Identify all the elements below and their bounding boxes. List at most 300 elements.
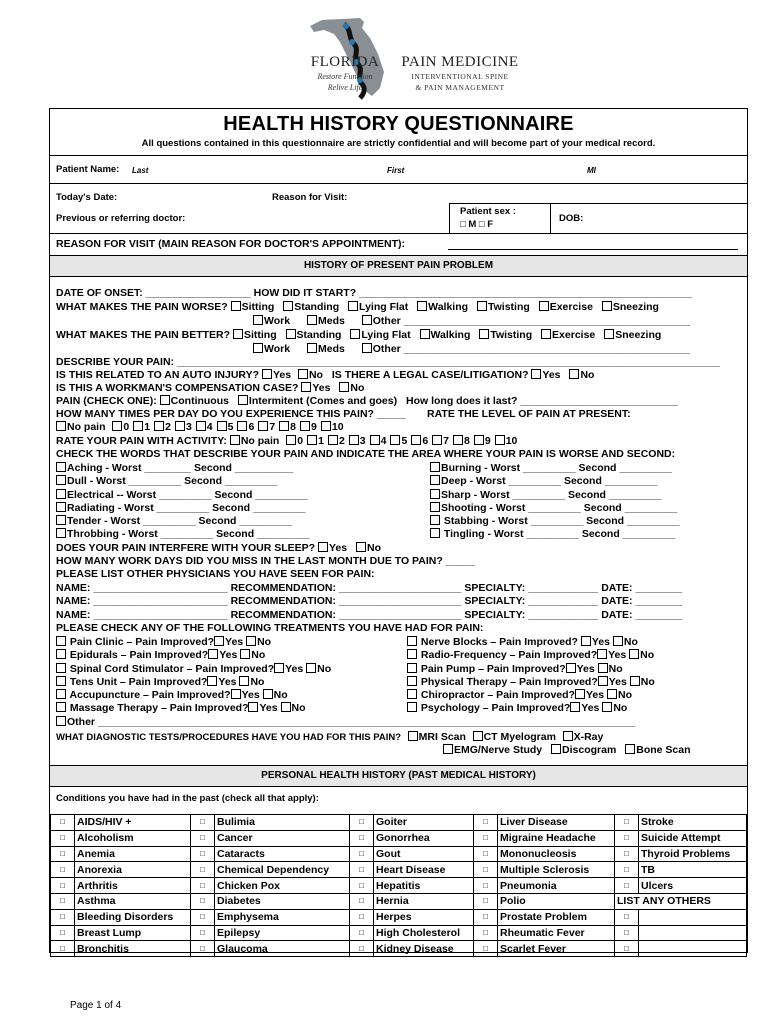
checkbox[interactable]: [231, 689, 241, 699]
checkbox[interactable]: [56, 649, 66, 659]
checkbox[interactable]: [56, 676, 66, 686]
checkbox[interactable]: [307, 343, 317, 353]
page-subtitle: All questions contained in this questionnaire are strictly confidential and will become part of your medical record.: [141, 138, 656, 149]
opt-yes: Yes: [272, 369, 292, 381]
patient-first-field[interactable]: First: [387, 166, 405, 175]
scale-number: 7: [443, 435, 450, 447]
checkbox[interactable]: [479, 329, 489, 339]
checkbox[interactable]: [237, 421, 247, 431]
condition-checkbox[interactable]: □: [474, 893, 498, 909]
opt-no: No: [291, 702, 306, 715]
checkbox[interactable]: [570, 702, 580, 712]
opt-sitting: Sitting: [241, 301, 275, 313]
treatment-psychology: Psychology – Pain Improved?: [420, 702, 571, 715]
condition-checkbox[interactable]: □: [350, 815, 374, 831]
checkbox[interactable]: [233, 329, 243, 339]
checkbox[interactable]: [539, 301, 549, 311]
how-long-field[interactable]: How long does it last? ___________________________: [406, 395, 679, 407]
physician-rec-field[interactable]: RECOMMENDATION: _____________________: [230, 608, 462, 621]
main-reason-label: REASON FOR VISIT (MAIN REASON FOR DOCTOR'S APPOINTMENT):: [56, 238, 406, 250]
opt-no: No: [273, 689, 288, 702]
checkbox[interactable]: [563, 731, 573, 741]
condition-checkbox[interactable]: □: [51, 815, 75, 831]
opt-yes: Yes: [581, 702, 600, 715]
auto-label: IS THIS RELATED TO AN AUTO INJURY?: [56, 369, 260, 381]
descriptors-right: [430, 462, 680, 542]
checkbox[interactable]: [349, 435, 359, 445]
checkbox[interactable]: [133, 421, 143, 431]
scale-number: 7: [269, 421, 276, 433]
opt-lying: Lying Flat: [359, 301, 409, 313]
physician-spec-field[interactable]: SPECIALTY: ____________: [464, 595, 599, 608]
condition-row: [51, 830, 747, 846]
list-others-label: LIST ANY OTHERS: [615, 893, 747, 909]
condition-row: [51, 893, 747, 909]
condition-checkbox[interactable]: □: [615, 925, 639, 941]
todays-date-label[interactable]: Today's Date:: [56, 192, 118, 203]
checkbox[interactable]: [350, 329, 360, 339]
scale-number: 2: [338, 435, 345, 447]
physician-name-field[interactable]: NAME: _______________________: [56, 595, 228, 608]
checkbox[interactable]: [207, 676, 217, 686]
condition-label: Thyroid Problems: [639, 846, 747, 862]
condition-checkbox[interactable]: □: [51, 909, 75, 925]
opt-twisting: Twisting: [490, 329, 533, 341]
opt-walking: Walking: [428, 301, 469, 313]
descriptor-electrical: Electrical -- Worst _________ Second _________: [67, 488, 308, 501]
checkbox[interactable]: [430, 475, 440, 485]
checkbox[interactable]: [56, 663, 66, 673]
condition-checkbox[interactable]: □: [51, 878, 75, 894]
condition-checkbox[interactable]: □: [51, 846, 75, 862]
checkbox[interactable]: [300, 421, 310, 431]
opt-exercise: Exercise: [552, 329, 596, 341]
opt-standing: Standing: [296, 329, 342, 341]
logo-brand-right: PAIN MEDICINE: [401, 54, 519, 70]
condition-label: High Cholesterol: [374, 925, 474, 941]
condition-checkbox[interactable]: □: [474, 909, 498, 925]
condition-checkbox[interactable]: □: [615, 815, 639, 831]
checkbox[interactable]: [602, 702, 612, 712]
opt-other: Other _________________________________________________: [372, 315, 690, 327]
descriptor-aching: Aching - Worst ________ Second __________: [67, 462, 294, 474]
condition-checkbox[interactable]: □: [51, 893, 75, 909]
condition-label: TB: [639, 862, 747, 878]
condition-label: Heart Disease: [374, 862, 474, 878]
workman-row: [56, 382, 364, 395]
times-field[interactable]: HOW MANY TIMES PER DAY DO YOU EXPERIENCE THIS PAIN? _____: [56, 408, 407, 420]
checkbox[interactable]: [56, 462, 66, 472]
condition-label: AIDS/HIV +: [75, 815, 191, 831]
checkbox[interactable]: [56, 502, 66, 512]
condition-checkbox[interactable]: □: [191, 893, 215, 909]
opt-ct: CT Myelogram: [483, 731, 556, 743]
condition-label: Goiter: [374, 815, 474, 831]
checkbox[interactable]: [541, 329, 551, 339]
workdays-field[interactable]: HOW MANY WORK DAYS DID YOU MISS IN THE LAST MONTH DUE TO PAIN? _____: [56, 555, 475, 567]
checkbox[interactable]: [602, 301, 612, 311]
opt-no: No: [608, 662, 623, 675]
checkbox[interactable]: [214, 636, 224, 646]
condition-checkbox[interactable]: □: [191, 815, 215, 831]
sleep-row: [56, 542, 381, 555]
rate-present-label: RATE THE LEVEL OF PAIN AT PRESENT:: [427, 408, 631, 420]
condition-row: [51, 941, 747, 957]
condition-checkbox[interactable]: □: [191, 862, 215, 878]
checkbox[interactable]: [474, 435, 484, 445]
checkbox[interactable]: [630, 676, 640, 686]
condition-checkbox[interactable]: □: [191, 846, 215, 862]
condition-checkbox[interactable]: □: [615, 830, 639, 846]
condition-label: Suicide Attempt: [639, 830, 747, 846]
opt-yes: Yes: [608, 649, 627, 662]
divider: [50, 786, 747, 787]
checkbox[interactable]: [253, 315, 263, 325]
checkbox[interactable]: [531, 369, 541, 379]
condition-label: Bulimia: [215, 815, 350, 831]
checkbox[interactable]: [263, 689, 273, 699]
physicians-label: PLEASE LIST OTHER PHYSICIANS YOU HAVE SEEN FOR PAIN:: [56, 568, 375, 580]
worse-row: [56, 301, 659, 314]
checkbox[interactable]: [253, 343, 263, 353]
condition-checkbox[interactable]: □: [350, 925, 374, 941]
treatment-pain-clinic: Pain Clinic – Pain Improved?: [69, 636, 215, 648]
checkbox[interactable]: [551, 744, 561, 754]
condition-checkbox[interactable]: □: [474, 862, 498, 878]
checkbox[interactable]: [306, 663, 316, 673]
condition-checkbox[interactable]: □: [615, 846, 639, 862]
checkbox[interactable]: [56, 515, 66, 525]
scale-number: 4: [206, 421, 213, 433]
condition-row: [51, 925, 747, 941]
checkbox[interactable]: [240, 649, 250, 659]
logo-tagline-1: Restore Function: [317, 72, 373, 81]
physician-rec-field[interactable]: RECOMMENDATION: _____________________: [230, 595, 462, 608]
checkbox[interactable]: [407, 663, 417, 673]
condition-label: Alcoholism: [75, 830, 191, 846]
condition-checkbox[interactable]: □: [350, 862, 374, 878]
opt-yes: Yes: [241, 689, 260, 702]
condition-checkbox[interactable]: □: [191, 830, 215, 846]
scale-number: 9: [484, 435, 491, 447]
main-reason-line[interactable]: [448, 249, 738, 250]
condition-checkbox[interactable]: □: [350, 878, 374, 894]
checkbox[interactable]: [362, 315, 372, 325]
logo-sub-1: INTERVENTIONAL SPINE: [411, 72, 509, 81]
opt-yes: Yes: [591, 636, 610, 648]
condition-label: Anorexia: [75, 862, 191, 878]
treatment-pain-pump: Pain Pump – Pain Improved?: [420, 662, 566, 675]
checkbox[interactable]: [286, 435, 296, 445]
checkbox[interactable]: [246, 636, 256, 646]
checkbox[interactable]: [430, 462, 440, 472]
reason-visit-label[interactable]: Reason for Visit:: [272, 192, 348, 203]
checkbox[interactable]: [274, 663, 284, 673]
checkbox[interactable]: [430, 515, 440, 525]
condition-checkbox[interactable]: □: [191, 878, 215, 894]
condition-label: Pneumonia: [498, 878, 615, 894]
better-label: WHAT MAKES THE PAIN BETTER?: [56, 329, 231, 341]
checkbox[interactable]: [208, 649, 218, 659]
physician-spec-field[interactable]: SPECIALTY: ____________: [464, 608, 599, 621]
checkbox[interactable]: [258, 421, 268, 431]
checkbox[interactable]: [279, 421, 289, 431]
treatment-chiropractor: Chiropractor – Pain Improved?: [420, 689, 575, 702]
checkbox[interactable]: [301, 382, 311, 392]
checkbox[interactable]: [286, 329, 296, 339]
condition-row: [51, 846, 747, 862]
checkbox[interactable]: [362, 343, 372, 353]
checkbox[interactable]: [598, 663, 608, 673]
dob-label[interactable]: DOB:: [559, 213, 584, 224]
checkbox[interactable]: [283, 301, 293, 311]
condition-checkbox[interactable]: □: [350, 909, 374, 925]
descriptor-sharp: Sharp - Worst _________ Second _________: [441, 488, 662, 501]
condition-label: Liver Disease: [498, 815, 615, 831]
condition-checkbox[interactable]: □: [51, 830, 75, 846]
treatment-other-field[interactable]: Other ____________________________________________________________________________________________: [67, 715, 636, 728]
checkbox[interactable]: [420, 329, 430, 339]
treatment-spinal-cord: Spinal Cord Stimulator – Pain Improved?: [69, 662, 275, 675]
condition-checkbox[interactable]: □: [615, 941, 639, 957]
descriptor-deep: Deep - Worst _________ Second _________: [441, 475, 658, 488]
condition-label: Mononucleosis: [498, 846, 615, 862]
condition-checkbox[interactable]: □: [615, 878, 639, 894]
better-row: [56, 329, 661, 342]
checkbox[interactable]: [175, 421, 185, 431]
treatment-epidurals: Epidurals – Pain Improved?: [69, 649, 209, 662]
checkbox[interactable]: [160, 395, 170, 405]
legal-label: IS THERE A LEGAL CASE/LITIGATION?: [331, 369, 529, 381]
scale-number: 10: [505, 435, 518, 447]
checkbox[interactable]: [598, 676, 608, 686]
checkbox[interactable]: [307, 435, 317, 445]
checkbox[interactable]: [430, 502, 440, 512]
opt-bone-scan: Bone Scan: [636, 744, 691, 756]
referring-doctor-label[interactable]: Previous or referring doctor:: [56, 213, 186, 224]
checkbox[interactable]: [112, 421, 122, 431]
rate-present-scale: [56, 421, 344, 434]
condition-checkbox[interactable]: □: [474, 941, 498, 957]
opt-sneezing: Sneezing: [615, 329, 662, 341]
physician-spec-field[interactable]: SPECIALTY: ____________: [464, 582, 599, 594]
condition-label: Arthritis: [75, 878, 191, 894]
condition-label: [639, 925, 747, 941]
scale-number: 8: [290, 421, 297, 433]
checkbox[interactable]: [356, 542, 366, 552]
checkbox[interactable]: [604, 329, 614, 339]
conditions-table: [50, 814, 747, 957]
diag-label: WHAT DIAGNOSTIC TESTS/PROCEDURES HAVE YOU HAD FOR THIS PAIN?: [56, 732, 402, 743]
checkbox[interactable]: [56, 528, 66, 538]
condition-checkbox[interactable]: □: [474, 830, 498, 846]
checkbox[interactable]: [298, 369, 308, 379]
page-number: Page 1 of 4: [70, 1000, 122, 1011]
divider: [50, 155, 747, 156]
checkbox[interactable]: [328, 435, 338, 445]
checkbox[interactable]: [154, 421, 164, 431]
condition-checkbox[interactable]: □: [51, 941, 75, 957]
opt-emg: EMG/Nerve Study: [454, 744, 543, 756]
physician-date-field[interactable]: DATE: ________: [601, 582, 683, 594]
physician-date-field[interactable]: DATE: ________: [601, 608, 683, 621]
treatments-right: [407, 636, 655, 716]
checkbox[interactable]: [613, 636, 623, 646]
patient-mi-field[interactable]: MI: [587, 166, 596, 175]
condition-label: Asthma: [75, 893, 191, 909]
condition-checkbox[interactable]: □: [474, 925, 498, 941]
checkbox[interactable]: [231, 301, 241, 311]
condition-checkbox[interactable]: □: [350, 893, 374, 909]
condition-checkbox[interactable]: □: [615, 862, 639, 878]
treatments-label: PLEASE CHECK ANY OF THE FOLLOWING TREATMENTS YOU HAVE HAD FOR PAIN:: [56, 622, 484, 634]
checkbox[interactable]: [575, 689, 585, 699]
checkbox[interactable]: [407, 649, 417, 659]
checkbox[interactable]: [56, 489, 66, 499]
checkbox[interactable]: [196, 421, 206, 431]
checkbox[interactable]: [262, 369, 272, 379]
checkbox[interactable]: [430, 528, 440, 538]
describe-line[interactable]: DESCRIBE YOUR PAIN: _____________________________________________________________________________________________: [56, 356, 721, 368]
scale-number: 5: [227, 421, 234, 433]
worse-label: WHAT MAKES THE PAIN WORSE?: [56, 301, 228, 313]
patient-last-field[interactable]: Last: [132, 166, 149, 175]
checkbox[interactable]: [281, 702, 291, 712]
condition-label: [639, 909, 747, 925]
condition-checkbox[interactable]: □: [350, 846, 374, 862]
checkbox[interactable]: [307, 315, 317, 325]
checkbox[interactable]: [56, 421, 66, 431]
checkbox[interactable]: [230, 435, 240, 445]
condition-label: Multiple Sclerosis: [498, 862, 615, 878]
opt-yes: Yes: [219, 649, 238, 662]
scale-number: 10: [331, 421, 344, 433]
condition-label: Hernia: [374, 893, 474, 909]
scale-number: 6: [248, 421, 255, 433]
opt-lying: Lying Flat: [361, 329, 411, 341]
physician-name-field[interactable]: NAME: _______________________: [56, 582, 228, 594]
opt-work: Work: [264, 343, 291, 355]
checkbox[interactable]: [473, 731, 483, 741]
checkbox[interactable]: [239, 676, 249, 686]
checkbox[interactable]: [417, 301, 427, 311]
checkbox[interactable]: [443, 744, 453, 754]
condition-label: Bronchitis: [75, 941, 191, 957]
descriptor-stabbing: Stabbing - Worst _________ Second _________: [441, 515, 680, 528]
condition-checkbox[interactable]: □: [474, 846, 498, 862]
checkbox[interactable]: [390, 435, 400, 445]
checkbox[interactable]: [407, 636, 417, 646]
checkbox[interactable]: [430, 489, 440, 499]
condition-label: Emphysema: [215, 909, 350, 925]
checkbox[interactable]: [453, 435, 463, 445]
opt-yes: Yes: [259, 702, 278, 715]
checkbox[interactable]: [569, 369, 579, 379]
opt-no: No: [613, 702, 628, 715]
condition-label: [639, 941, 747, 957]
physician-rec-field[interactable]: RECOMMENDATION: _____________________: [230, 582, 462, 594]
scale-number: 6: [422, 435, 429, 447]
condition-label: Cancer: [215, 830, 350, 846]
condition-checkbox[interactable]: □: [191, 909, 215, 925]
condition-checkbox[interactable]: □: [474, 878, 498, 894]
condition-label: Chicken Pox: [215, 878, 350, 894]
checkbox[interactable]: [217, 421, 227, 431]
checkbox[interactable]: [581, 636, 591, 646]
patient-sex-label: Patient sex :: [460, 206, 516, 217]
opt-walking: Walking: [430, 329, 471, 341]
section-header-medical: PERSONAL HEALTH HISTORY (PAST MEDICAL HISTORY): [50, 766, 747, 786]
logo-tagline-2: Relive Life: [327, 83, 363, 92]
condition-checkbox[interactable]: □: [191, 941, 215, 957]
condition-checkbox[interactable]: □: [51, 862, 75, 878]
physician-name-field[interactable]: NAME: _______________________: [56, 608, 228, 621]
checkbox[interactable]: [408, 731, 418, 741]
opt-xray: X-Ray: [573, 731, 604, 743]
condition-checkbox[interactable]: □: [350, 941, 374, 957]
condition-label: Scarlet Fever: [498, 941, 615, 957]
section-header-pain: HISTORY OF PRESENT PAIN PROBLEM: [50, 256, 747, 276]
opt-yes: Yes: [542, 369, 561, 381]
checkbox[interactable]: [238, 395, 248, 405]
onset-line[interactable]: DATE OF ONSET: __________________ HOW DID IT START? _________________________________________________________: [56, 287, 692, 299]
checkbox[interactable]: [407, 676, 417, 686]
checkbox[interactable]: [407, 689, 417, 699]
condition-label: Herpes: [374, 909, 474, 925]
condition-checkbox[interactable]: □: [191, 925, 215, 941]
checkbox[interactable]: [629, 649, 639, 659]
checkbox[interactable]: [432, 435, 442, 445]
checkbox[interactable]: [370, 435, 380, 445]
checkbox[interactable]: [477, 301, 487, 311]
checkbox[interactable]: [318, 542, 328, 552]
checkbox[interactable]: [625, 744, 635, 754]
checkbox[interactable]: [597, 649, 607, 659]
checkbox[interactable]: [566, 663, 576, 673]
condition-checkbox[interactable]: □: [51, 925, 75, 941]
condition-label: Hepatitis: [374, 878, 474, 894]
condition-label: Breast Lump: [75, 925, 191, 941]
checkbox[interactable]: [56, 702, 66, 712]
checkbox[interactable]: [407, 702, 417, 712]
condition-label: Anemia: [75, 846, 191, 862]
checkbox[interactable]: [348, 301, 358, 311]
checkbox[interactable]: [411, 435, 421, 445]
descriptors-left: [56, 462, 310, 542]
page-title: HEALTH HISTORY QUESTIONNAIRE: [223, 113, 574, 135]
checkbox[interactable]: [248, 702, 258, 712]
checkbox[interactable]: [56, 636, 66, 646]
opt-standing: Standing: [294, 301, 340, 313]
physician-rows: [56, 582, 682, 622]
condition-label: Gonorrhea: [374, 830, 474, 846]
checkbox[interactable]: [56, 689, 66, 699]
condition-checkbox[interactable]: □: [474, 815, 498, 831]
patient-sex-options[interactable]: □ M □ F: [460, 219, 494, 230]
condition-checkbox[interactable]: □: [350, 830, 374, 846]
checkbox[interactable]: [56, 716, 66, 726]
checkbox[interactable]: [495, 435, 505, 445]
checkbox[interactable]: [339, 382, 349, 392]
checkbox[interactable]: [607, 689, 617, 699]
physician-date-field[interactable]: DATE: ________: [601, 595, 683, 608]
condition-label: Gout: [374, 846, 474, 862]
checkbox[interactable]: [321, 421, 331, 431]
treatment-massage: Massage Therapy – Pain Improved?: [69, 702, 249, 715]
checkbox[interactable]: [56, 475, 66, 485]
opt-yes: Yes: [585, 689, 605, 702]
condition-checkbox[interactable]: □: [615, 909, 639, 925]
